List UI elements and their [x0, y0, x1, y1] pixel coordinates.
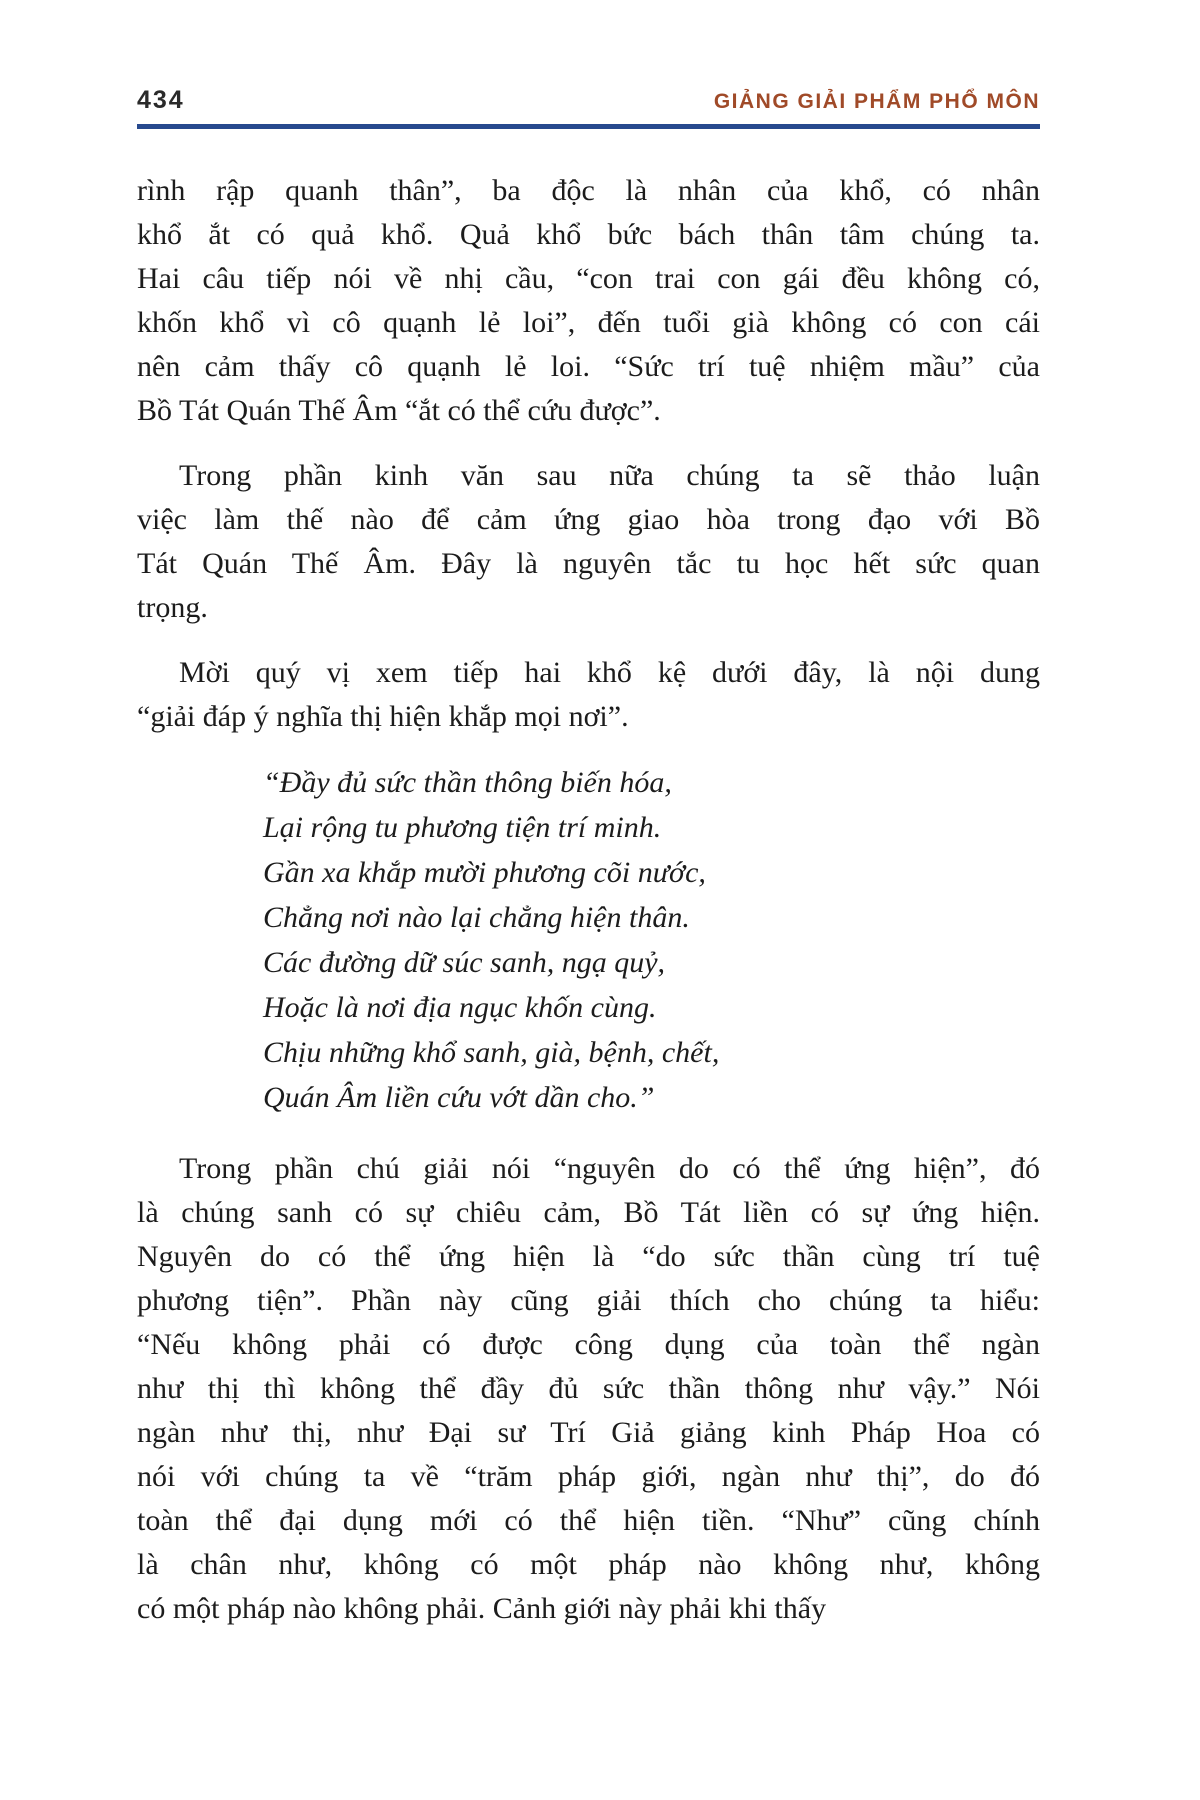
text-line: toàn thể đại dụng mới có thể hiện tiền. “Như” cũng chính — [137, 1504, 1040, 1537]
verse-line: Gần xa khắp mười phương cõi nước, — [263, 856, 706, 889]
text-line: “giải đáp ý nghĩa thị hiện khắp mọi nơi”. — [137, 700, 629, 733]
text-line: là chân như, không có một pháp nào không như, không — [137, 1548, 1040, 1581]
verse-line: Lại rộng tu phương tiện trí minh. — [263, 811, 662, 844]
paragraph — [137, 454, 1040, 630]
verse-block — [263, 760, 1040, 1120]
running-head — [137, 86, 1040, 115]
verse-line: Chẳng nơi nào lại chẳng hiện thân. — [263, 901, 690, 934]
paragraph — [137, 169, 1040, 433]
text-line: rình rập quanh thân”, ba độc là nhân của khổ, có nhân — [137, 174, 1040, 207]
verse-line: Chịu những khổ sanh, già, bệnh, chết, — [263, 1036, 720, 1069]
text-line: nên cảm thấy cô quạnh lẻ loi. “Sức trí tuệ nhiệm mầu” của — [137, 350, 1040, 383]
text-line: phương tiện”. Phần này cũng giải thích cho chúng ta hiểu: — [137, 1284, 1040, 1317]
paragraph — [137, 1147, 1040, 1631]
text-line: “Nếu không phải có được công dụng của toàn thể ngàn — [137, 1328, 1040, 1361]
header-rule — [137, 124, 1040, 129]
text-line: khốn khổ vì cô quạnh lẻ loi”, đến tuổi già không có con cái — [137, 306, 1040, 339]
text-line: Hai câu tiếp nói về nhị cầu, “con trai con gái đều không có, — [137, 262, 1040, 295]
running-title: GIẢNG GIẢI PHẨM PHỔ MÔN — [713, 90, 1040, 113]
text-line: việc làm thế nào để cảm ứng giao hòa trong đạo với Bồ — [137, 503, 1040, 536]
text-line: trọng. — [137, 591, 208, 624]
text-line: Nguyên do có thể ứng hiện là “do sức thần cùng trí tuệ — [137, 1240, 1040, 1273]
verse-line: Quán Âm liền cứu vớt dần cho.” — [263, 1081, 655, 1114]
text-line: Mời quý vị xem tiếp hai khổ kệ dưới đây, là nội dung — [179, 656, 1040, 689]
text-line: Trong phần kinh văn sau nữa chúng ta sẽ thảo luận — [179, 459, 1040, 492]
text-line: có một pháp nào không phải. Cảnh giới này phải khi thấy — [137, 1592, 827, 1625]
page-number: 434 — [137, 86, 185, 114]
text-line: nói với chúng ta về “trăm pháp giới, ngàn như thị”, do đó — [137, 1460, 1040, 1493]
text-line: Trong phần chú giải nói “nguyên do có thể ứng hiện”, đó — [179, 1152, 1040, 1185]
text-line: ngàn như thị, như Đại sư Trí Giả giảng kinh Pháp Hoa có — [137, 1416, 1040, 1449]
text-line: khổ ắt có quả khổ. Quả khổ bức bách thân tâm chúng ta. — [137, 218, 1040, 251]
verse-line: Các đường dữ súc sanh, ngạ quỷ, — [263, 946, 666, 979]
text-line: Bồ Tát Quán Thế Âm “ắt có thể cứu được”. — [137, 394, 661, 427]
page-body — [137, 169, 1040, 1631]
text-line: là chúng sanh có sự chiêu cảm, Bồ Tát liền có sự ứng hiện. — [137, 1196, 1040, 1229]
verse-line: Hoặc là nơi địa ngục khốn cùng. — [263, 991, 657, 1024]
text-line: như thị thì không thể đầy đủ sức thần thông như vậy.” Nói — [137, 1372, 1040, 1405]
verse-line: “Đầy đủ sức thần thông biến hóa, — [263, 766, 672, 799]
text-line: Tát Quán Thế Âm. Đây là nguyên tắc tu học hết sức quan — [137, 547, 1040, 580]
paragraph — [137, 651, 1040, 739]
